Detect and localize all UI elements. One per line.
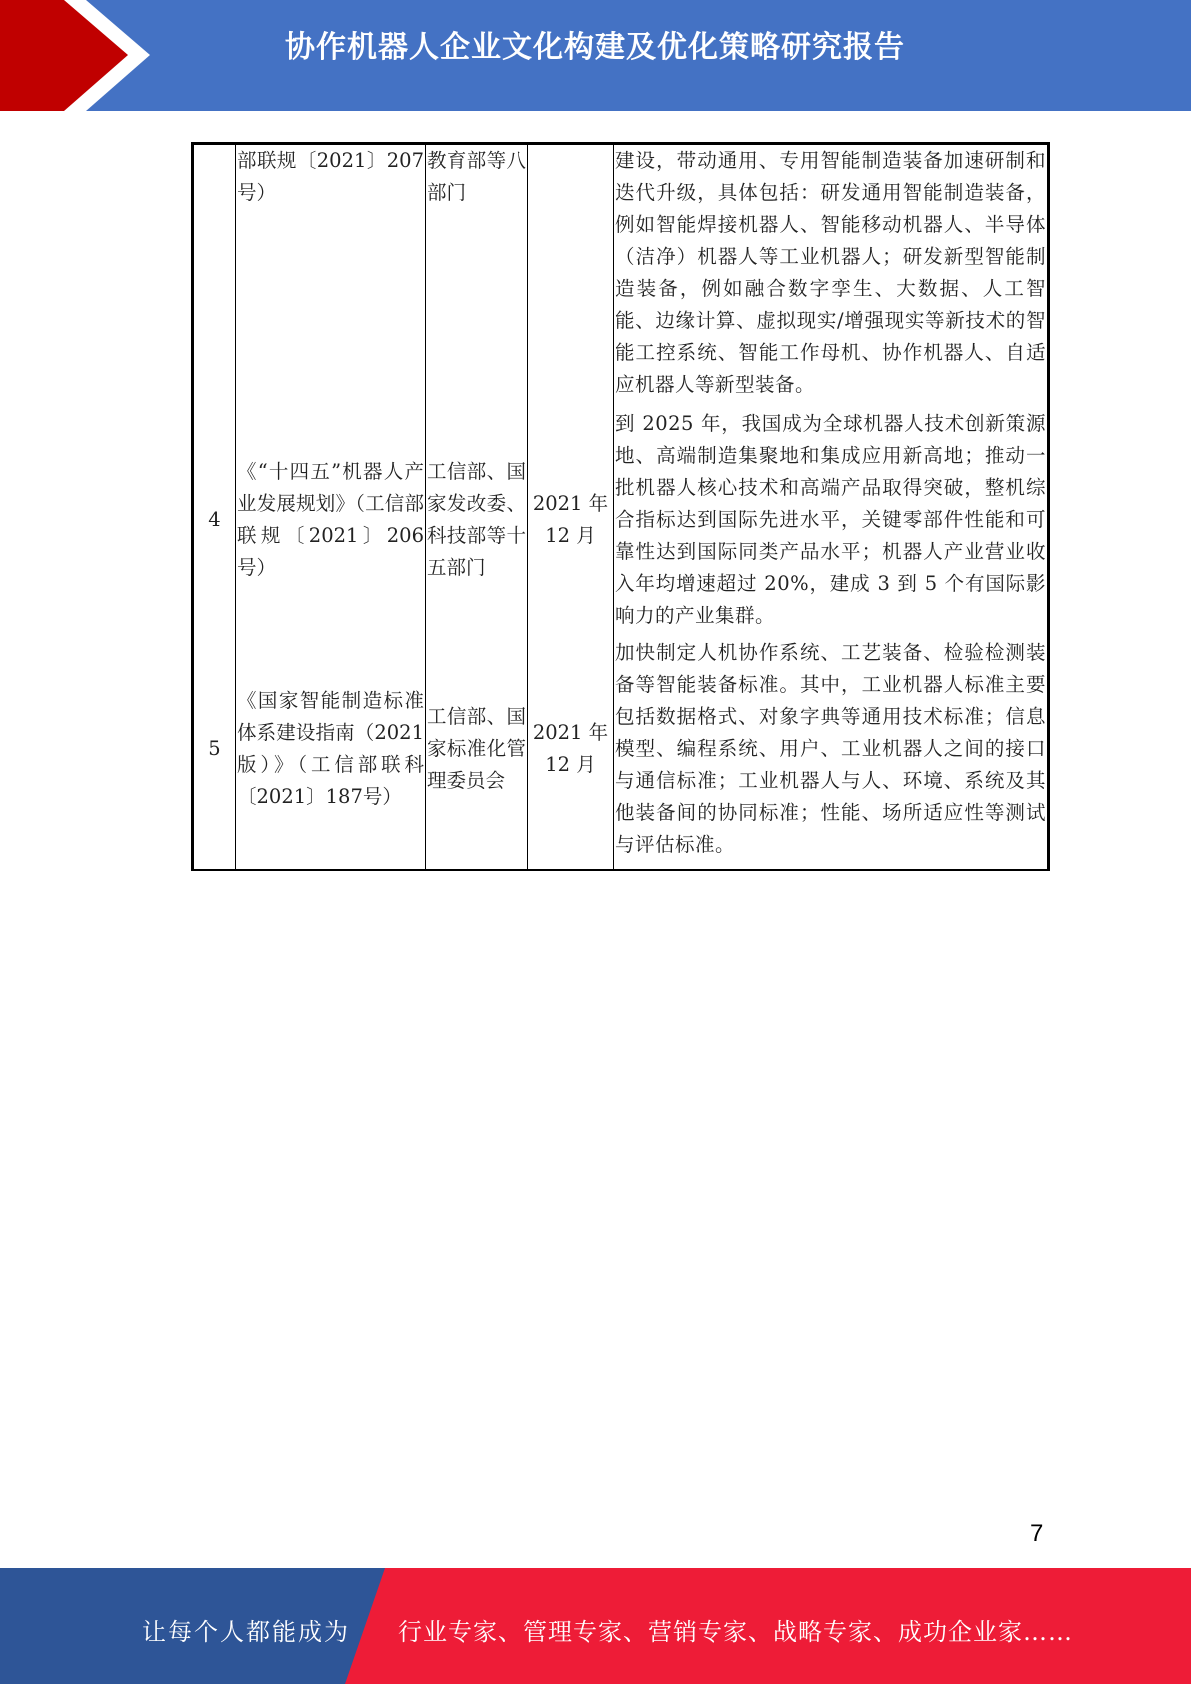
page-footer (0, 1568, 1191, 1684)
report-title: 协作机器人企业文化构建及优化策略研究报告 (285, 30, 905, 65)
policy-table (191, 142, 1050, 871)
issuing-department: 工信部、国家发改委、科技部等十五部门 (426, 406, 528, 634)
issuing-department: 工信部、国家标准化管理委员会 (426, 634, 528, 865)
table-row (193, 406, 1049, 634)
issue-date-month: 12 月 (545, 753, 596, 776)
policy-name: 《“十四五”机器人产业发展规划》（工信部联规〔2021〕206号） (236, 406, 426, 634)
issue-date (528, 406, 614, 634)
issue-date (528, 144, 614, 406)
table-row (193, 634, 1049, 865)
page-number: 7 (1030, 1520, 1044, 1547)
policy-name: 部联规〔2021〕207号） (236, 144, 426, 406)
policy-content: 到 2025 年，我国成为全球机器人技术创新策源地、高端制造集聚地和集成应用新高地；推动一批机器人核心技术和高端产品取得突破，整机综合指标达到国际先进水平，关键零部件性能和可靠性达到国际同类产品水平；机器人产业营业收入年均增速超过 20%，建成 3 到 5 个有国际影响力的产业集群。 (614, 406, 1049, 634)
policy-content: 建设，带动通用、专用智能制造装备加速研制和迭代升级，具体包括：研发通用智能制造装备，例如智能焊接机器人、智能移动机器人、半导体（洁净）机器人等工业机器人；研发新型智能制造装备，例如融合数字孪生、大数据、人工智能、边缘计算、虚拟现实/增强现实等新技术的智能工控系统、智能工作母机、协作机器人、自适应机器人等新型装备。 (614, 144, 1049, 406)
policy-name: 《国家智能制造标准体系建设指南（2021 版）》（工信部联科〔2021〕187号） (236, 634, 426, 865)
footer-slogan-right: 行业专家、管理专家、营销专家、战略专家、成功企业家…… (398, 1618, 1073, 1646)
row-number: 4 (208, 507, 221, 531)
issue-date (528, 634, 614, 865)
table-tail-row (193, 865, 1049, 870)
row-number: 5 (208, 737, 221, 760)
issue-date-year: 2021 年 (532, 491, 609, 515)
page-header (0, 0, 1191, 111)
footer-slogan-left: 让每个人都能成为 (142, 1618, 350, 1646)
issue-date-year: 2021 年 (532, 721, 609, 744)
issuing-department: 教育部等八部门 (426, 144, 528, 406)
issue-date-month: 12 月 (545, 523, 596, 547)
policy-content: 加快制定人机协作系统、工艺装备、检验检测装备等智能装备标准。其中，工业机器人标准主要包括数据格式、对象字典等通用技术标准；信息模型、编程系统、用户、工业机器人之间的接口与通信标准；工业机器人与人、环境、系统及其他装备间的协同标准；性能、场所适应性等测试与评估标准。 (614, 634, 1049, 865)
row-number (193, 144, 236, 406)
header-chevron-icon (0, 0, 160, 111)
table-row (193, 144, 1049, 406)
